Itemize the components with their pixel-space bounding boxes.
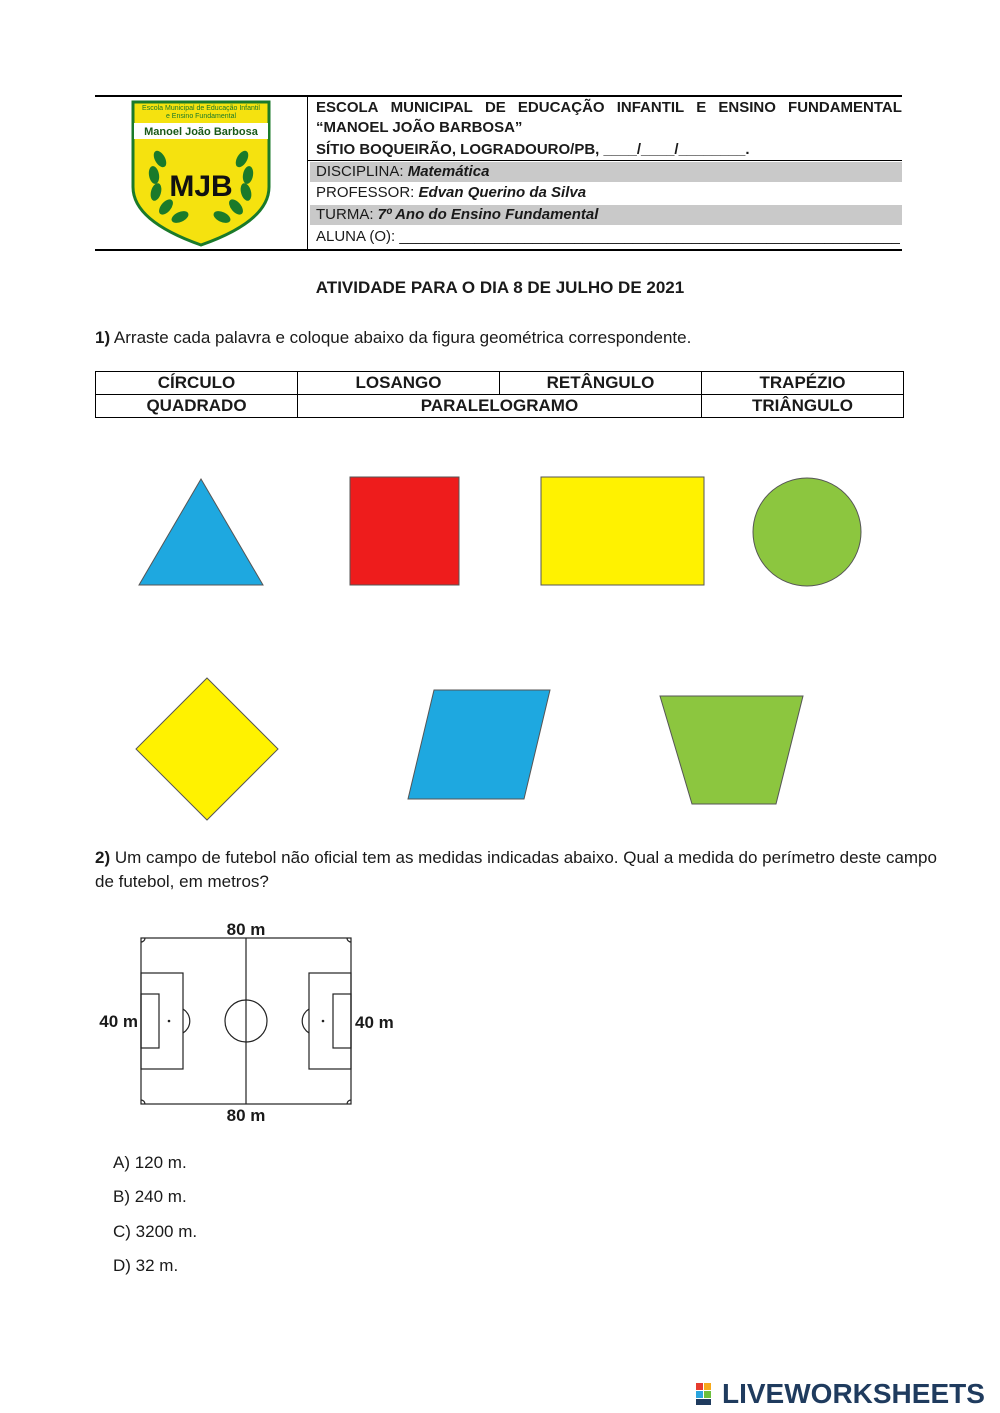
right-penalty-area (309, 973, 351, 1069)
school-word: FUNDAMENTAL (788, 99, 902, 116)
word-losango[interactable]: LOSANGO (298, 372, 500, 395)
word-retangulo[interactable]: RETÂNGULO (500, 372, 702, 395)
professor-value: Edvan Querino da Silva (418, 184, 587, 201)
disciplina-value: Matemática (407, 163, 490, 180)
triangle-shape (139, 479, 263, 585)
option-a[interactable]: A) 120 m. (113, 1153, 187, 1172)
option-c[interactable]: C) 3200 m. (113, 1222, 198, 1241)
word-circulo[interactable]: CÍRCULO (96, 372, 298, 395)
option-d[interactable]: D) 32 m. (113, 1256, 179, 1275)
school-logo (130, 99, 272, 247)
rhombus-shape (136, 678, 278, 820)
word-paralelogramo[interactable]: PARALELOGRAMO (298, 395, 702, 418)
label-top: 80 m (226, 920, 266, 939)
rectangle-shape (541, 477, 704, 585)
question-2 (95, 846, 937, 894)
disciplina-row (310, 162, 902, 182)
header-bottom-rule (95, 249, 902, 251)
parallelogram-shape (408, 690, 550, 799)
label-right: 40 m (355, 1013, 394, 1032)
square-shape (350, 477, 459, 585)
school-word: EDUCAÇÃO (517, 99, 605, 116)
school-name-line-1 (310, 98, 902, 118)
aluna-row: ALUNA (O): ____________________________________________________________ (316, 228, 900, 245)
soccer-field-diagram (90, 915, 410, 1130)
turma-value: 7º Ano do Ensino Fundamental (377, 206, 599, 223)
turma-row (310, 205, 902, 225)
school-word: INFANTIL (616, 99, 685, 116)
school-word: ESCOLA (316, 99, 379, 116)
word-bank-table (95, 371, 904, 418)
left-penalty-arc (183, 1009, 190, 1033)
right-goal-area (333, 994, 351, 1048)
circle-shape (753, 478, 861, 586)
header-top-rule (95, 95, 902, 97)
left-penalty-area (141, 973, 183, 1069)
left-goal-area (141, 994, 159, 1048)
question-2-text-1: Um campo de futebol não oficial tem as medidas indicadas abaixo. Qual a medida do perímetro deste campo (110, 848, 937, 867)
question-2-number: 2) (95, 848, 111, 867)
left-penalty-spot (168, 1020, 171, 1023)
professor-row (310, 183, 902, 203)
professor-label: PROFESSOR: (316, 184, 419, 201)
right-penalty-arc (302, 1009, 309, 1033)
header-row-rule (308, 160, 902, 161)
label-left: 40 m (99, 1012, 138, 1031)
school-word: ENSINO (718, 99, 776, 116)
label-bottom: 80 m (226, 1106, 266, 1125)
question-2-text-2: de futebol, em metros? (95, 872, 269, 891)
word-quadrado[interactable]: QUADRADO (96, 395, 298, 418)
school-address-date: SÍTIO BOQUEIRÃO, LOGRADOURO/PB, ____/____/________. (316, 141, 750, 158)
logo-initials: MJB (169, 170, 233, 203)
activity-title: ATIVIDADE PARA O DIA 8 DE JULHO DE 2021 (315, 278, 685, 297)
turma-label: TURMA: (316, 206, 378, 223)
trapezoid-shape (660, 696, 803, 804)
logo-name: Manoel João Barbosa (144, 126, 258, 138)
header-divider (307, 96, 308, 250)
liveworksheets-brand[interactable]: LIVEWORKSHEETS (722, 1378, 985, 1409)
liveworksheets-logo-icon (696, 1383, 720, 1405)
right-penalty-spot (322, 1020, 325, 1023)
school-word: DE (484, 99, 506, 116)
school-word: E (696, 99, 707, 116)
word-trapezio[interactable]: TRAPÉZIO (702, 372, 904, 395)
shapes-area (0, 440, 1000, 840)
school-word: MUNICIPAL (390, 99, 473, 116)
logo-text-2: e Ensino Fundamental (165, 113, 237, 120)
disciplina-label: DISCIPLINA: (316, 163, 408, 180)
logo-text-1: Escola Municipal de Educação Infantil (142, 105, 260, 112)
question-1 (95, 326, 691, 350)
question-1-number: 1) (95, 328, 111, 347)
school-name-line-2: “MANOEL JOÃO BARBOSA” (316, 119, 523, 136)
word-triangulo[interactable]: TRIÂNGULO (702, 395, 904, 418)
question-1-text: Arraste cada palavra e coloque abaixo da figura geométrica correspondente. (110, 328, 692, 347)
option-b[interactable]: B) 240 m. (113, 1187, 187, 1206)
